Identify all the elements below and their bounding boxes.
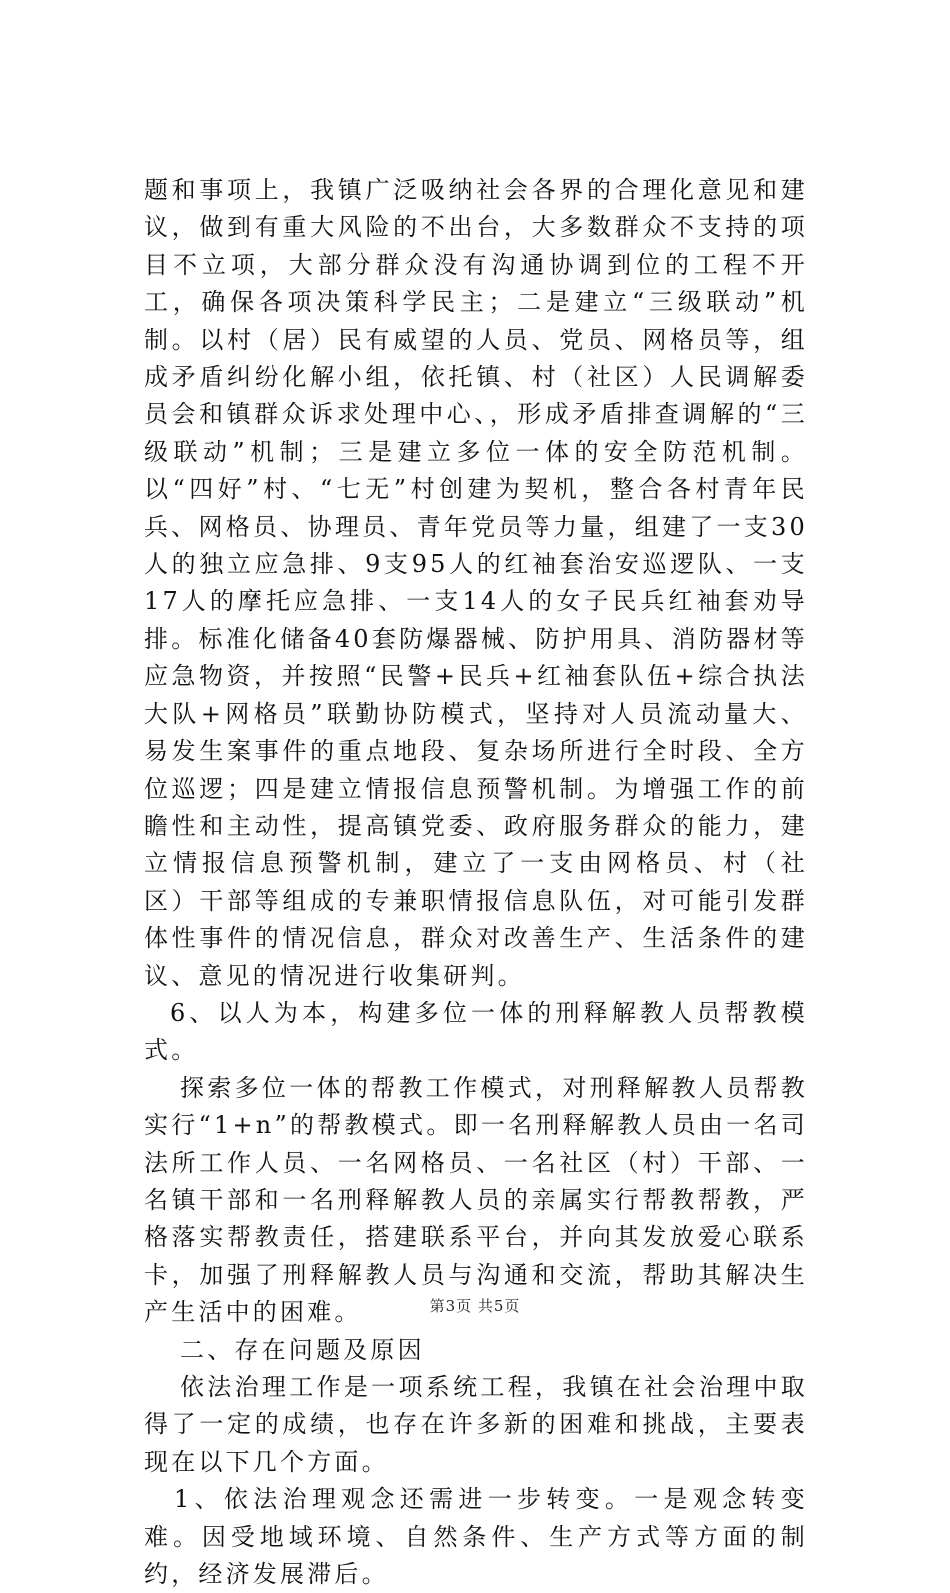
paragraph-support-model: 探索多位一体的帮教工作模式，对刑释解教人员帮教实行“1+n”的帮教模式。即一名刑释解教人员由一名司法所工作人员、一名网格员、一名社区（村）干部、一名镇干部和一名刑释解教人员的亲属实行帮教帮教，严格落实帮教责任，搭建联系平台，并向其发放爱心联系卡，加强了刑释解教人员与沟通和交流，帮助其解决生产生活中的困难。: [144, 1073, 808, 1327]
paragraph-problem-1: 1、依法治理观念还需进一步转变。一是观念转变难。因受地域环境、自然条件、生产方式等方面的制约，经济发展滞后。: [144, 1485, 808, 1589]
paragraph-heading-6: 6、以人为本，构建多位一体的刑释解教人员帮教模式。: [144, 998, 808, 1065]
section-heading-problems: 二、存在问题及原因: [180, 1335, 425, 1364]
paragraph-problems-intro: 依法治理工作是一项系统工程，我镇在社会治理中取得了一定的成绩，也存在许多新的困难和挑战，主要表现在以下几个方面。: [144, 1373, 808, 1476]
document-body: [144, 172, 808, 1593]
paragraph-continuation: 题和事项上，我镇广泛吸纳社会各界的合理化意见和建议，做到有重大风险的不出台，大多数群众不支持的项目不立项，大部分群众没有沟通协调到位的工程不开工，确保各项决策科学民主；二是建立“三级联动”机制。以村（居）民有威望的人员、党员、网格员等，组成矛盾纠纷化解小组，依托镇、村（社区）人民调解委员会和镇群众诉求处理中心、，形成矛盾排查调解的“三级联动”机制；三是建立多位一体的安全防范机制。以“四好”村、“七无”村创建为契机，整合各村青年民兵、网格员、协理员、青年党员等力量，组建了一支30人的独立应急排、9支95人的红袖套治安巡逻队、一支17人的摩托应急排、一支14人的女子民兵红袖套劝导排。标准化储备40套防爆器械、防护用具、消防器材等应急物资，并按照“民警+民兵+红袖套队伍+综合执法大队+网格员”联勤协防模式，坚持对人员流动量大、易发生案事件的重点地段、复杂场所进行全时段、全方位巡逻；四是建立情报信息预警机制。为增强工作的前瞻性和主动性，提高镇党委、政府服务群众的能力，建立情报信息预警机制，建立了一支由网格员、村（社区）干部等组成的专兼职情报信息队伍，对可能引发群体性事件的情况信息，群众对改善生产、生活条件的建议、意见的情况进行收集研判。: [144, 176, 808, 990]
page-number-footer: 第3页 共5页: [429, 1297, 521, 1315]
